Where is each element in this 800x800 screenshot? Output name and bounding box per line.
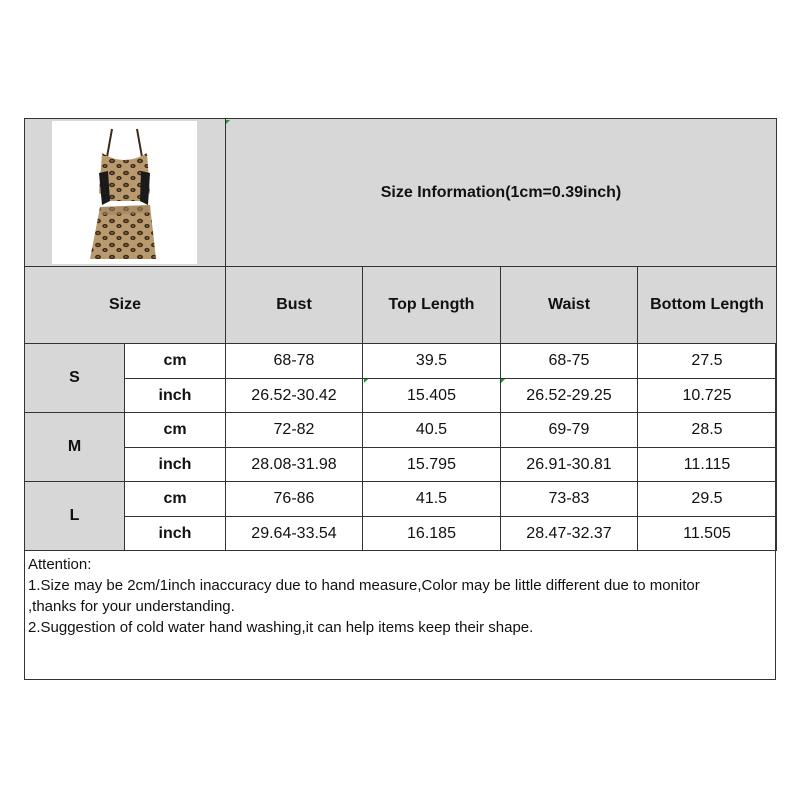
note-line-2: 2.Suggestion of cold water hand washing,it can help items keep their shape. xyxy=(28,619,534,636)
cell-s-cm-bottom-length: 27.5 xyxy=(638,344,777,379)
cell-m-cm-bottom-length: 28.5 xyxy=(638,413,777,448)
cell-m-inch-bottom-length: 11.115 xyxy=(638,448,777,482)
cell-s-inch-bust: 26.52-30.42 xyxy=(226,379,363,413)
cell-s-inch-top-length: 15.405 xyxy=(363,379,501,413)
size-label-s: S xyxy=(25,344,125,413)
product-image xyxy=(52,121,197,264)
cell-l-inch-bottom-length: 11.505 xyxy=(638,517,777,551)
cell-l-cm-bottom-length: 29.5 xyxy=(638,482,777,517)
cell-l-inch-waist: 28.47-32.37 xyxy=(501,517,638,551)
unit-cm: cm xyxy=(125,482,226,517)
cell-m-cm-waist: 69-79 xyxy=(501,413,638,448)
col-head-bottom-length: Bottom Length xyxy=(638,267,777,344)
chart-title: Size Information(1cm=0.39inch) xyxy=(226,119,777,267)
leopard-dress-icon xyxy=(52,121,197,264)
cell-m-inch-top-length: 15.795 xyxy=(363,448,501,482)
unit-inch: inch xyxy=(125,448,226,482)
cell-m-cm-top-length: 40.5 xyxy=(363,413,501,448)
note-line-1: 1.Size may be 2cm/1inch inaccuracy due to hand measure,Color may be little different due to monitor xyxy=(28,577,700,594)
cell-s-cm-top-length: 39.5 xyxy=(363,344,501,379)
col-head-waist: Waist xyxy=(501,267,638,344)
cell-s-cm-waist: 68-75 xyxy=(501,344,638,379)
notes-heading: Attention: xyxy=(28,556,92,573)
size-label-l: L xyxy=(25,482,125,551)
size-chart-table xyxy=(24,118,777,551)
unit-inch: inch xyxy=(125,379,226,413)
cell-l-cm-bust: 76-86 xyxy=(226,482,363,517)
cell-marker-icon xyxy=(501,379,505,383)
unit-cm: cm xyxy=(125,344,226,379)
cell-m-cm-bust: 72-82 xyxy=(226,413,363,448)
size-header: Size xyxy=(25,267,226,344)
cell-m-inch-waist: 26.91-30.81 xyxy=(501,448,638,482)
cell-l-inch-top-length: 16.185 xyxy=(363,517,501,551)
cell-s-cm-bust: 68-78 xyxy=(226,344,363,379)
unit-inch: inch xyxy=(125,517,226,551)
cell-s-inch-waist: 26.52-29.25 xyxy=(501,379,638,413)
cell-s-inch-bottom-length: 10.725 xyxy=(638,379,777,413)
attention-notes xyxy=(28,554,774,638)
product-photo-cell xyxy=(25,119,226,267)
note-line-1-continued: ,thanks for your understanding. xyxy=(28,598,235,615)
cell-l-cm-waist: 73-83 xyxy=(501,482,638,517)
cell-marker-icon xyxy=(364,379,368,383)
unit-cm: cm xyxy=(125,413,226,448)
cell-marker-icon xyxy=(226,120,230,124)
cell-m-inch-bust: 28.08-31.98 xyxy=(226,448,363,482)
cell-l-inch-bust: 29.64-33.54 xyxy=(226,517,363,551)
col-head-bust: Bust xyxy=(226,267,363,344)
col-head-top-length: Top Length xyxy=(363,267,501,344)
cell-l-cm-top-length: 41.5 xyxy=(363,482,501,517)
size-label-m: M xyxy=(25,413,125,482)
